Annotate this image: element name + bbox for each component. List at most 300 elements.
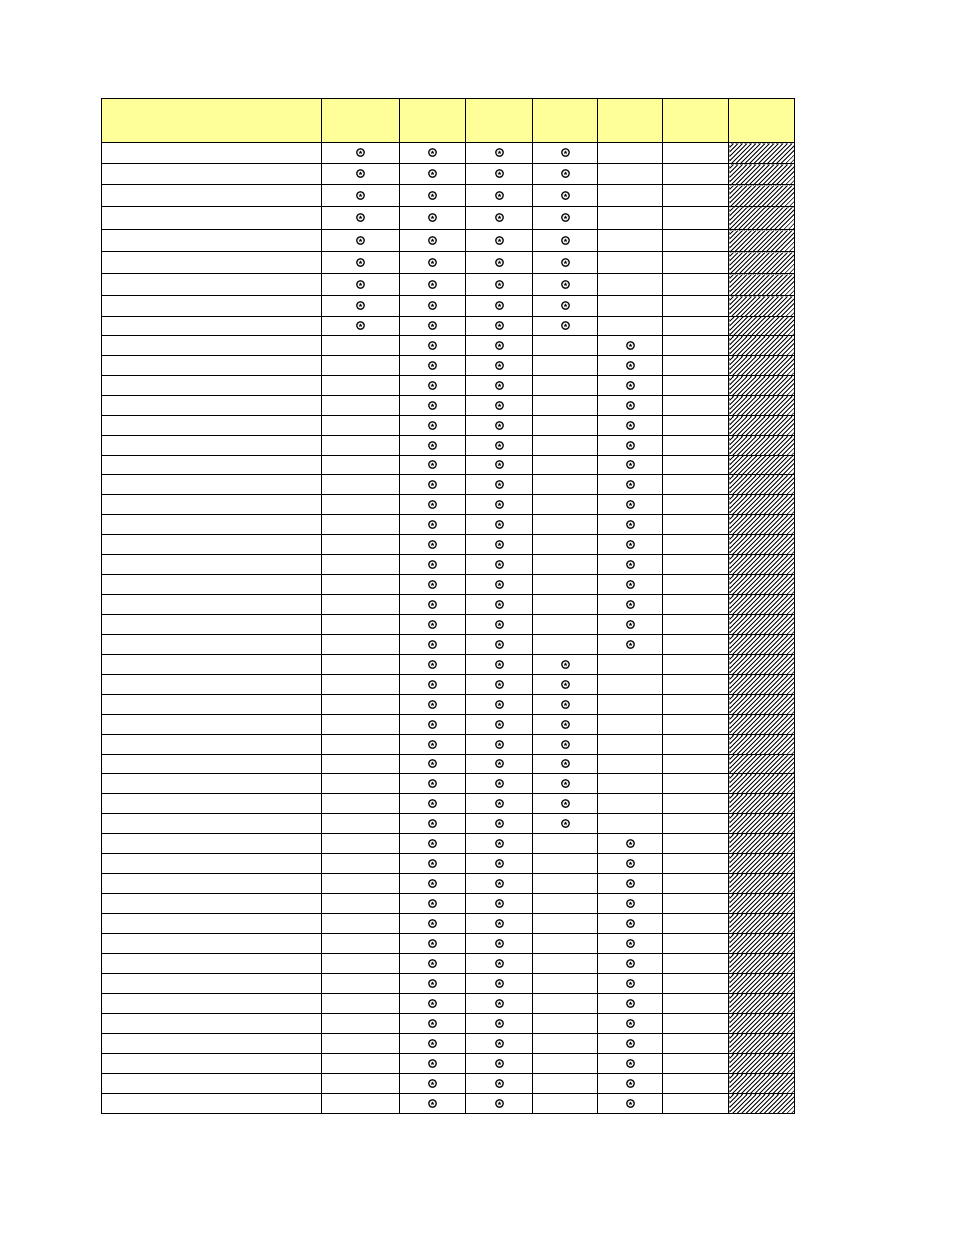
table-cell <box>466 436 533 456</box>
circle-star-icon <box>495 759 504 768</box>
circle-star-icon <box>495 301 504 310</box>
table-cell <box>663 164 729 185</box>
circle-star-icon <box>561 680 570 689</box>
circle-star-icon <box>626 540 635 549</box>
row-label-cell <box>102 794 322 814</box>
table-cell <box>533 1074 598 1094</box>
table-cell <box>533 143 598 164</box>
circle-star-icon <box>428 560 437 569</box>
table-cell <box>322 854 400 874</box>
table-cell <box>400 894 466 914</box>
table-row <box>102 874 795 894</box>
table-cell <box>598 1014 663 1034</box>
row-label-cell <box>102 396 322 416</box>
table-row <box>102 230 795 252</box>
table-row <box>102 934 795 954</box>
table-cell <box>663 735 729 755</box>
row-label-cell <box>102 954 322 974</box>
circle-star-icon <box>495 213 504 222</box>
circle-star-icon <box>428 421 437 430</box>
hatched-cell <box>729 695 795 715</box>
table-cell <box>400 655 466 675</box>
hatched-cell <box>729 974 795 994</box>
table-cell <box>400 715 466 735</box>
table-cell <box>466 207 533 230</box>
table-cell <box>400 814 466 834</box>
circle-star-icon <box>495 959 504 968</box>
circle-star-icon <box>428 720 437 729</box>
table-cell <box>533 1014 598 1034</box>
table-cell <box>533 356 598 376</box>
header-cell <box>322 99 400 143</box>
circle-star-icon <box>626 979 635 988</box>
row-label-cell <box>102 655 322 675</box>
table-cell <box>663 143 729 164</box>
table-cell <box>598 834 663 854</box>
table-cell <box>598 555 663 575</box>
circle-star-icon <box>356 213 365 222</box>
table-cell <box>533 814 598 834</box>
row-label-cell <box>102 1054 322 1074</box>
table-cell <box>533 914 598 934</box>
table-row <box>102 555 795 575</box>
table-cell <box>598 615 663 635</box>
hatched-cell <box>729 336 795 356</box>
row-label-cell <box>102 515 322 535</box>
circle-star-icon <box>495 999 504 1008</box>
table-cell <box>598 396 663 416</box>
table-cell <box>598 994 663 1014</box>
circle-star-icon <box>561 759 570 768</box>
hatched-cell <box>729 874 795 894</box>
circle-star-icon <box>495 640 504 649</box>
table-cell <box>598 655 663 675</box>
table-row <box>102 615 795 635</box>
row-label-cell <box>102 635 322 655</box>
circle-star-icon <box>495 580 504 589</box>
table-cell <box>663 834 729 854</box>
circle-star-icon <box>495 361 504 370</box>
table-cell <box>466 416 533 436</box>
table-cell <box>663 416 729 436</box>
hatched-cell <box>729 755 795 774</box>
circle-star-icon <box>428 460 437 469</box>
table-cell <box>466 655 533 675</box>
circle-star-icon <box>626 361 635 370</box>
table-cell <box>322 615 400 635</box>
table-row <box>102 675 795 695</box>
table-row <box>102 143 795 164</box>
row-label-cell <box>102 185 322 207</box>
table-cell <box>533 615 598 635</box>
circle-star-icon <box>561 236 570 245</box>
table-cell <box>533 655 598 675</box>
circle-star-icon <box>428 799 437 808</box>
row-label-cell <box>102 615 322 635</box>
table-cell <box>533 1094 598 1114</box>
table-cell <box>663 894 729 914</box>
table-cell <box>598 874 663 894</box>
table-row <box>102 1074 795 1094</box>
circle-star-icon <box>495 480 504 489</box>
circle-star-icon <box>428 680 437 689</box>
table-cell <box>598 974 663 994</box>
table-row <box>102 774 795 794</box>
table-cell <box>598 814 663 834</box>
table-cell <box>663 575 729 595</box>
circle-star-icon <box>626 899 635 908</box>
hatched-cell <box>729 655 795 675</box>
table-cell <box>322 715 400 735</box>
circle-star-icon <box>356 321 365 330</box>
table-cell <box>598 954 663 974</box>
table-cell <box>466 317 533 336</box>
table-cell <box>533 695 598 715</box>
table-cell <box>533 436 598 456</box>
circle-star-icon <box>495 169 504 178</box>
circle-star-icon <box>428 381 437 390</box>
table-cell <box>466 475 533 495</box>
table-cell <box>533 854 598 874</box>
header-cell <box>102 99 322 143</box>
row-label-cell <box>102 735 322 755</box>
table-cell <box>466 230 533 252</box>
hatched-cell <box>729 894 795 914</box>
table-row <box>102 834 795 854</box>
table-cell <box>533 994 598 1014</box>
table-cell <box>466 994 533 1014</box>
table-cell <box>400 1034 466 1054</box>
row-label-cell <box>102 252 322 274</box>
table-row <box>102 854 795 874</box>
table-body <box>102 143 795 1114</box>
hatched-cell <box>729 615 795 635</box>
circle-star-icon <box>495 600 504 609</box>
table-cell <box>533 575 598 595</box>
table-cell <box>598 635 663 655</box>
circle-star-icon <box>626 441 635 450</box>
table-cell <box>400 575 466 595</box>
table-cell <box>663 436 729 456</box>
table-cell <box>533 755 598 774</box>
table-cell <box>533 274 598 296</box>
circle-star-icon <box>561 258 570 267</box>
table-cell <box>400 143 466 164</box>
circle-star-icon <box>495 520 504 529</box>
table-cell <box>663 336 729 356</box>
table-row <box>102 274 795 296</box>
circle-star-icon <box>356 280 365 289</box>
circle-star-icon <box>428 759 437 768</box>
table-cell <box>400 535 466 555</box>
circle-star-icon <box>626 999 635 1008</box>
table-cell <box>533 735 598 755</box>
hatched-cell <box>729 1054 795 1074</box>
table-cell <box>533 456 598 475</box>
table-cell <box>466 575 533 595</box>
table-cell <box>466 456 533 475</box>
circle-star-icon <box>428 520 437 529</box>
circle-star-icon <box>428 859 437 868</box>
table-cell <box>322 894 400 914</box>
row-label-cell <box>102 914 322 934</box>
header-cell <box>663 99 729 143</box>
hatched-cell <box>729 495 795 515</box>
table-cell <box>663 874 729 894</box>
circle-star-icon <box>428 280 437 289</box>
table-cell <box>400 456 466 475</box>
table-cell <box>322 274 400 296</box>
row-label-cell <box>102 974 322 994</box>
table-cell <box>322 774 400 794</box>
circle-star-icon <box>561 321 570 330</box>
circle-star-icon <box>428 580 437 589</box>
table-cell <box>533 185 598 207</box>
circle-star-icon <box>495 799 504 808</box>
row-label-cell <box>102 376 322 396</box>
table-cell <box>400 595 466 615</box>
circle-star-icon <box>561 799 570 808</box>
circle-star-icon <box>428 959 437 968</box>
table-cell <box>533 934 598 954</box>
row-label-cell <box>102 317 322 336</box>
table-cell <box>322 1074 400 1094</box>
table-cell <box>663 207 729 230</box>
table-cell <box>466 595 533 615</box>
table-cell <box>466 615 533 635</box>
hatched-cell <box>729 635 795 655</box>
table-row <box>102 535 795 555</box>
table-cell <box>663 974 729 994</box>
circle-star-icon <box>495 540 504 549</box>
table-row <box>102 185 795 207</box>
table-cell <box>322 535 400 555</box>
table-cell <box>663 1014 729 1034</box>
table-cell <box>400 695 466 715</box>
table-row <box>102 164 795 185</box>
row-label-cell <box>102 274 322 296</box>
table-cell <box>598 715 663 735</box>
hatched-cell <box>729 774 795 794</box>
table-cell <box>322 1014 400 1034</box>
table-cell <box>533 252 598 274</box>
table-cell <box>400 1054 466 1074</box>
table-cell <box>466 755 533 774</box>
table-cell <box>466 974 533 994</box>
table-cell <box>400 615 466 635</box>
table-cell <box>598 1034 663 1054</box>
table-cell <box>466 715 533 735</box>
row-label-cell <box>102 1074 322 1094</box>
circle-star-icon <box>561 700 570 709</box>
table-cell <box>663 615 729 635</box>
circle-star-icon <box>626 1039 635 1048</box>
table-header-row <box>102 99 795 143</box>
table-row <box>102 416 795 436</box>
table-cell <box>322 914 400 934</box>
circle-star-icon <box>428 361 437 370</box>
table-cell <box>533 794 598 814</box>
circle-star-icon <box>428 301 437 310</box>
table-cell <box>466 635 533 655</box>
circle-star-icon <box>561 720 570 729</box>
circle-star-icon <box>495 939 504 948</box>
hatched-cell <box>729 595 795 615</box>
circle-star-icon <box>495 680 504 689</box>
header-cell <box>598 99 663 143</box>
table-cell <box>400 834 466 854</box>
row-label-cell <box>102 755 322 774</box>
hatched-cell <box>729 274 795 296</box>
hatched-cell <box>729 854 795 874</box>
table-cell <box>598 1054 663 1074</box>
table-cell <box>400 495 466 515</box>
table-cell <box>663 774 729 794</box>
table-cell <box>466 675 533 695</box>
circle-star-icon <box>428 979 437 988</box>
hatched-cell <box>729 1034 795 1054</box>
circle-star-icon <box>428 600 437 609</box>
circle-star-icon <box>626 859 635 868</box>
table-cell <box>322 994 400 1014</box>
table-cell <box>466 735 533 755</box>
circle-star-icon <box>428 620 437 629</box>
table-cell <box>322 164 400 185</box>
header-cell <box>400 99 466 143</box>
row-label-cell <box>102 356 322 376</box>
table-cell <box>533 164 598 185</box>
circle-star-icon <box>495 441 504 450</box>
table-row <box>102 296 795 317</box>
table-cell <box>322 456 400 475</box>
table-cell <box>533 894 598 914</box>
table-cell <box>598 595 663 615</box>
table-cell <box>533 974 598 994</box>
table-cell <box>322 1094 400 1114</box>
hatched-cell <box>729 675 795 695</box>
table-cell <box>598 515 663 535</box>
table-cell <box>598 475 663 495</box>
row-label-cell <box>102 296 322 317</box>
hatched-cell <box>729 207 795 230</box>
circle-star-icon <box>428 999 437 1008</box>
table-cell <box>663 1074 729 1094</box>
table-row <box>102 814 795 834</box>
circle-star-icon <box>356 191 365 200</box>
row-label-cell <box>102 336 322 356</box>
table-cell <box>598 535 663 555</box>
table-cell <box>663 475 729 495</box>
table-row <box>102 715 795 735</box>
circle-star-icon <box>495 1059 504 1068</box>
table-cell <box>466 1074 533 1094</box>
hatched-cell <box>729 164 795 185</box>
circle-star-icon <box>428 321 437 330</box>
table-cell <box>322 974 400 994</box>
header-cell <box>533 99 598 143</box>
circle-star-icon <box>495 919 504 928</box>
table-row <box>102 914 795 934</box>
hatched-cell <box>729 436 795 456</box>
table-row <box>102 994 795 1014</box>
circle-star-icon <box>428 191 437 200</box>
table-row <box>102 894 795 914</box>
table-row <box>102 207 795 230</box>
table-cell <box>533 495 598 515</box>
circle-star-icon <box>626 959 635 968</box>
table-cell <box>322 874 400 894</box>
circle-star-icon <box>356 169 365 178</box>
hatched-cell <box>729 794 795 814</box>
table-cell <box>598 317 663 336</box>
circle-star-icon <box>561 301 570 310</box>
table-cell <box>322 475 400 495</box>
table-cell <box>598 1074 663 1094</box>
table-cell <box>533 515 598 535</box>
hatched-cell <box>729 252 795 274</box>
circle-star-icon <box>495 381 504 390</box>
table-cell <box>466 1094 533 1114</box>
row-label-cell <box>102 715 322 735</box>
circle-star-icon <box>495 421 504 430</box>
table-cell <box>322 695 400 715</box>
table-cell <box>598 164 663 185</box>
circle-star-icon <box>428 939 437 948</box>
table-cell <box>598 735 663 755</box>
circle-star-icon <box>495 1019 504 1028</box>
hatched-cell <box>729 376 795 396</box>
table-cell <box>400 230 466 252</box>
table-cell <box>663 954 729 974</box>
row-label-cell <box>102 774 322 794</box>
table-cell <box>663 1034 729 1054</box>
table-cell <box>663 794 729 814</box>
table-cell <box>400 794 466 814</box>
table-cell <box>466 934 533 954</box>
table-cell <box>400 185 466 207</box>
table-cell <box>533 715 598 735</box>
table-cell <box>400 274 466 296</box>
table-cell <box>322 555 400 575</box>
circle-star-icon <box>428 700 437 709</box>
row-label-cell <box>102 436 322 456</box>
table-cell <box>322 336 400 356</box>
circle-star-icon <box>428 919 437 928</box>
table-cell <box>466 794 533 814</box>
table-cell <box>598 755 663 774</box>
circle-star-icon <box>495 258 504 267</box>
circle-star-icon <box>428 540 437 549</box>
circle-star-icon <box>428 1079 437 1088</box>
table-cell <box>533 376 598 396</box>
table-row <box>102 456 795 475</box>
circle-star-icon <box>626 560 635 569</box>
circle-star-icon <box>495 700 504 709</box>
table-row <box>102 376 795 396</box>
table-cell <box>663 854 729 874</box>
table-cell <box>466 1034 533 1054</box>
table-cell <box>466 535 533 555</box>
circle-star-icon <box>626 1079 635 1088</box>
table-cell <box>400 994 466 1014</box>
table-cell <box>663 595 729 615</box>
table-cell <box>466 695 533 715</box>
table-cell <box>400 555 466 575</box>
table-cell <box>663 252 729 274</box>
table-cell <box>400 475 466 495</box>
circle-star-icon <box>495 1079 504 1088</box>
table-cell <box>663 655 729 675</box>
